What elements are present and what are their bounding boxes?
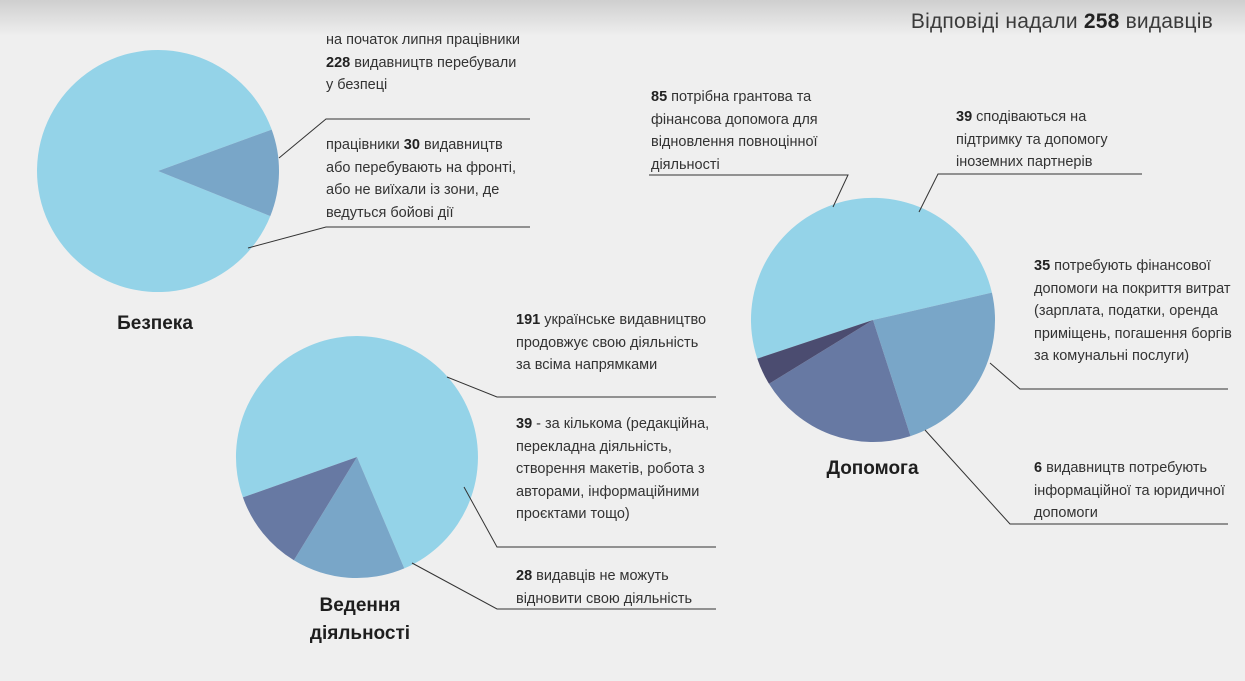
slice-label-no-activity: 28 видавців не можуть відновити свою діяльність	[516, 568, 693, 607]
pie-activity	[236, 336, 478, 578]
slice-label-safe: на початок липня працівники 228 видавництв перебували у безпеці	[326, 32, 520, 93]
slice-label-expenses: 35 потребують фінансової допомоги на покриття витрат (зарплата, податки, оренда приміщень, погашення боргів за комунальні послуги)	[1034, 258, 1232, 364]
slice-label-front: працівники 30 видавництв або перебувають на фронті, або не виїхали із зони, де ведуться бойові дії	[326, 137, 517, 221]
slice-label-grants: 85 потрібна грантова та фінансова допомога для відновлення повноцінної діяльності	[651, 89, 818, 173]
pie-title-activity: Ведення діяльності	[309, 595, 411, 644]
slice-label-legal-help: 6 видавництв потребують інформаційної та юридичної допомоги	[1034, 460, 1225, 521]
slice-label-foreign-partners: 39 сподіваються на підтримку та допомогу іноземних партнерів	[956, 109, 1108, 170]
leader-line	[447, 377, 716, 397]
header-prefix: Відповіді надали	[910, 10, 1078, 33]
pie-title-safety: Безпека	[117, 313, 193, 334]
slice-label-full-activity: 191 українське видавництво продовжує свою діяльність за всіма напрямками	[516, 312, 707, 373]
pie-help	[751, 198, 995, 442]
pie-title-help: Допомога	[826, 458, 919, 479]
respondents-header	[911, 10, 1213, 34]
leader-line	[649, 175, 848, 207]
leader-line	[919, 174, 1142, 212]
slice-label-partial-activity: 39 - за кількома (редакційна, перекладна діяльність, створення макетів, робота з авторами, інформаційними проєктами тощо)	[516, 416, 710, 522]
header-suffix: видавців	[1125, 10, 1213, 33]
leader-line	[248, 227, 530, 248]
header-count: 258	[1083, 10, 1120, 33]
pie-safety	[37, 50, 279, 292]
